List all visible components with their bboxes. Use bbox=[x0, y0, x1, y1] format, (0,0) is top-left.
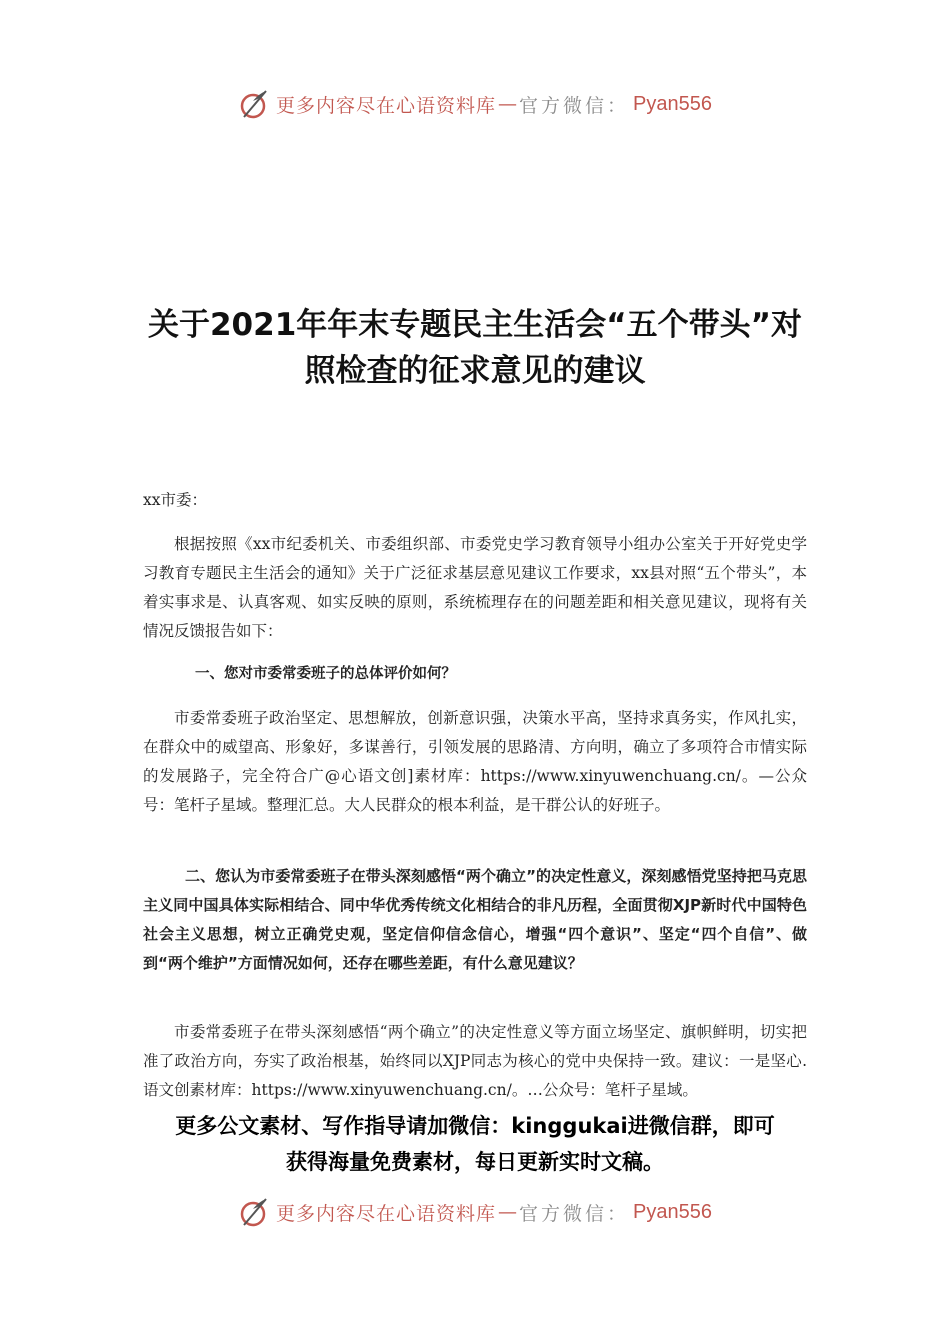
wechat-id: Pyan556 bbox=[633, 1200, 712, 1223]
banner-dash: — bbox=[498, 1201, 518, 1223]
section-1-body: 市委常委班子政治坚定、思想解放，创新意识强，决策水平高，坚持求真务实，作风扎实，在群众中的威望高、形象好，多谋善行，引领发展的思路清、方向明，确立了多项符合市情实际的发展路子，完全符合广@心语文创]素材库：https://www.xinyuwenchuang.cn/。—公众号：笔杆子星域。整理汇总。大人民群众的根本利益，是干群公认的好班子。 bbox=[143, 709, 807, 814]
salutation: xx市委： bbox=[143, 491, 207, 509]
promo-line-1: 更多公文素材、写作指导请加微信：kinggukai进微信群，即可 bbox=[175, 1114, 775, 1138]
section-2-heading: 二、您认为市委常委班子在带头深刻感悟“两个确立”的决定性意义，深刻感悟党坚持把马克思主义同中国具体实际相结合、同中华优秀传统文化相结合的非凡历程，全面贯彻XJP新时代中国特色社会主义思想，树立正确党史观，坚定信仰信念信心，增强“四个意识”、坚定“四个自信”、做到“两个维护”方面情况如何，还存在哪些差距，有什么意见建议？ bbox=[143, 867, 807, 972]
brand-text: 更多内容尽在心语资料库 bbox=[276, 94, 497, 117]
header-banner bbox=[0, 84, 950, 124]
promo-line-2: 获得海量免费素材，每日更新实时文稿。 bbox=[286, 1150, 664, 1174]
document-title: 关于2021年年末专题民主生活会“五个带头”对照检查的征求意见的建议 bbox=[147, 307, 803, 389]
promo-notice bbox=[120, 1108, 830, 1180]
banner-dash: — bbox=[498, 93, 518, 115]
intro-paragraph: 根据按照《xx市纪委机关、市委组织部、市委党史学习教育领导小组办公室关于开好党史学习教育专题民主生活会的通知》关于广泛征求基层意见建议工作要求，xx县对照“五个带头”，本着实事求是、认真客观、如实反映的原则，系统梳理存在的问题差距和相关意见建议，现将有关情况反馈报告如下： bbox=[143, 535, 807, 640]
footer-banner bbox=[0, 1192, 950, 1232]
quill-logo-icon bbox=[238, 1195, 272, 1229]
brand-text: 更多内容尽在心语资料库 bbox=[276, 1202, 497, 1225]
section-2-body: 市委常委班子在带头深刻感悟“两个确立”的决定性意义等方面立场坚定、旗帜鲜明，切实把准了政治方向，夯实了政治根基，始终同以XJP同志为核心的党中央保持一致。建议：一是坚心.语文创素材库：https://www.xinyuwenchuang.cn/。…公众号：笔杆子星域。 bbox=[143, 1023, 807, 1099]
wechat-id: Pyan556 bbox=[633, 92, 712, 115]
quill-logo-icon bbox=[238, 87, 272, 121]
official-wechat-label: 官方微信： bbox=[519, 1202, 630, 1225]
section-1-heading: 一、您对市委常委班子的总体评价如何？ bbox=[195, 666, 456, 682]
official-wechat-label: 官方微信： bbox=[519, 94, 630, 117]
